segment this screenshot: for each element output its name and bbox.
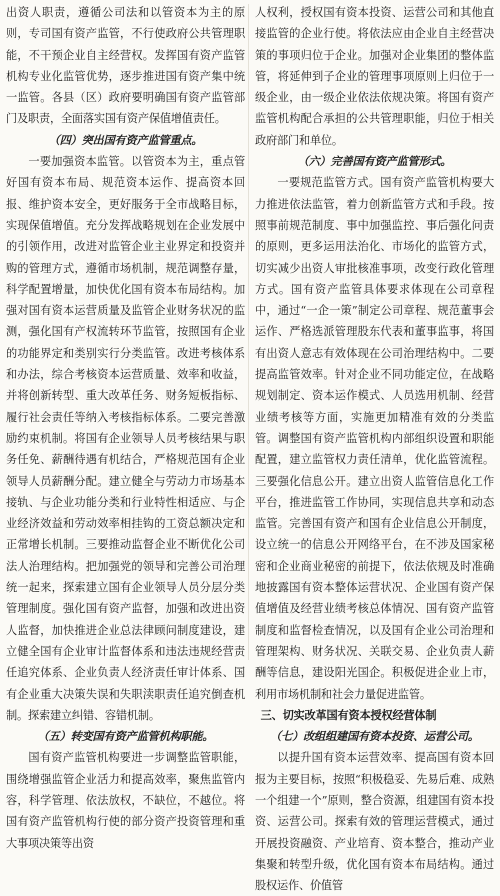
paragraph-capital-supervision: 一要加强资本监管。以管资本为主，重点管好国有资本布局、规范资本运作、提高资本回报、维护资本安全，更好服务于全市战略目标，实现保值增值。充分发挥战略规划在企业发展中的引领作用，改进对监管企业主业界定和投资并购的管理方式，遵循市场机制，规范调整存量，科学配置增量，加快优化国有资本布局结构。加强对国有资本运营质量及监管企业财务状况的监测，强化国有产权流转环节监管，按照国有企业的功能界定和类别实行分类监管。改进考核体系和办法，综合考核资本运营质量、效率和收益，并将创新转型、重大改革任务、财务短板指标、履行社会责任等纳入考核指标体系。二要完善激励约束机制。将国有企业领导人员考核结果与职务任免、薪酬待遇有机结合，严格规范国有企业领导人员薪酬分配。建立健全与劳动力市场基本接轨、与企业功能分类和行业特性相适应、与企业经济效益和劳动效率相挂钩的工资总额决定和正常增长机制。三要推动监督企业不断优化公司法人治理结构。把加强党的领导和完善公司治理统一起来，探索建立国有企业领导人员分层分类管理制度。强化国有资产监督，加强和改进出资人监督，加快推进企业总法律顾问制度建设，建立健全国有企业审计监督体系和违法违规经营责任追究体系、企业负责人经济责任审计体系、国有企业重大决策失误和失职渎职责任追究倒查机制。探索建立纠错、容错机制。 [6, 155, 245, 722]
right-column [255, 2, 494, 893]
paragraph-investment-companies: 以提升国有资本运营效率、提高国有资本回报为主要目标，按照“积极稳妥、先易后难、成熟一个组建一个”原则，整合资源，组建国有资本投资、运营公司。探索有效的管理运营模式，通过开展投资融资、产业培育、资本整合，推动产业集聚和转型升级，优化国有资本布局结构。通过股权运作、价值管 [255, 751, 494, 893]
chapter-heading-3: 三、切实改革国有资本授权经营体制 [260, 708, 437, 722]
column-divider [248, 4, 249, 660]
section-heading-7: （七）改组组建国有资本投资、运营公司。 [270, 729, 479, 744]
paragraph-continued: 出资人职责，遵循公司法和以管资本为主的原则，专司国有资产监管，不行使政府公共管理职能，不干预企业自主经营权。发挥国有资产监管机构专业化监管优势，逐步推进国有资产集中统一监管。各县（区）政府要明确国有资产监管部门及职责，全面落实国有资产保值增值责任。 [6, 6, 245, 126]
paragraph-continued-right: 人权利，授权国有资本投资、运营公司和其他直接监管的企业行使。将依法应由企业自主经营决策的事项归位于企业。加强对企业集团的整体监管，将延伸到子企业的管理事项原则上归位于一级企业，由一级企业依法依规决策。将国有资产监管机构配合承担的公共管理职能，归位于相关政府部门和单位。 [255, 6, 494, 147]
left-column [6, 2, 245, 850]
section-heading-4: （四）突出国有资产监管重点。 [48, 132, 203, 147]
paragraph-agency-functions: 国有资产监管机构要进一步调整监管职能，围绕增强监管企业活力和提高效率，聚焦监管内容，科学管理、依法放权，不缺位，不越位。将国有资产监管机构行使的部分资产投资管理和重大事项决策等出资 [6, 751, 245, 850]
paragraph-supervision-methods: 一要规范监管方式。国有资产监管机构要大力推进依法监管，着力创新监管方式和手段。按照事前规范制度、事中加强监控、事后强化问责的原则，更多运用法治化、市场化的监管方式，切实减少出资人审批核准事项，改变行政化管理方式。国有资产监管具体要求体现在公司章程中，通过“一企一策”制定公司章程、规范董事会运作、严格选派管理股东代表和董事监事，将国有出资人意志有效体现在公司治理结构中。二要提高监管效率。针对企业不同功能定位，在战略规划制定、资本运作模式、人员选用机制、经营业绩考核等方面，实施更加精准有效的分类监管。调整国有资产监管机构内部组织设置和职能配置，建立监管权力责任清单，优化监管流程。三要强化信息公开。建立出资人监管信息化工作平台，推进监管工作协同，实现信息共享和动态监管。完善国有资产和国有企业信息公开制度，设立统一的信息公开网络平台，在不涉及国家秘密和企业商业秘密的前提下，依法依规及时准确地披露国有资本整体运营状况、企业国有资产保值增值及经营业绩考核总体情况、国有资产监管制度和监督检查情况，以及国有企业公司治理和管理架构、财务状况、关联交易、企业负责人薪酬等信息，建设阳光国企。积极促进企业上市，利用市场机制和社会力量促进监管。 [255, 176, 494, 701]
section-heading-6: （六）完善国有资产监管形式。 [297, 154, 452, 169]
section-heading-5: （五）转变国有资产监管机构职能。 [37, 729, 214, 744]
